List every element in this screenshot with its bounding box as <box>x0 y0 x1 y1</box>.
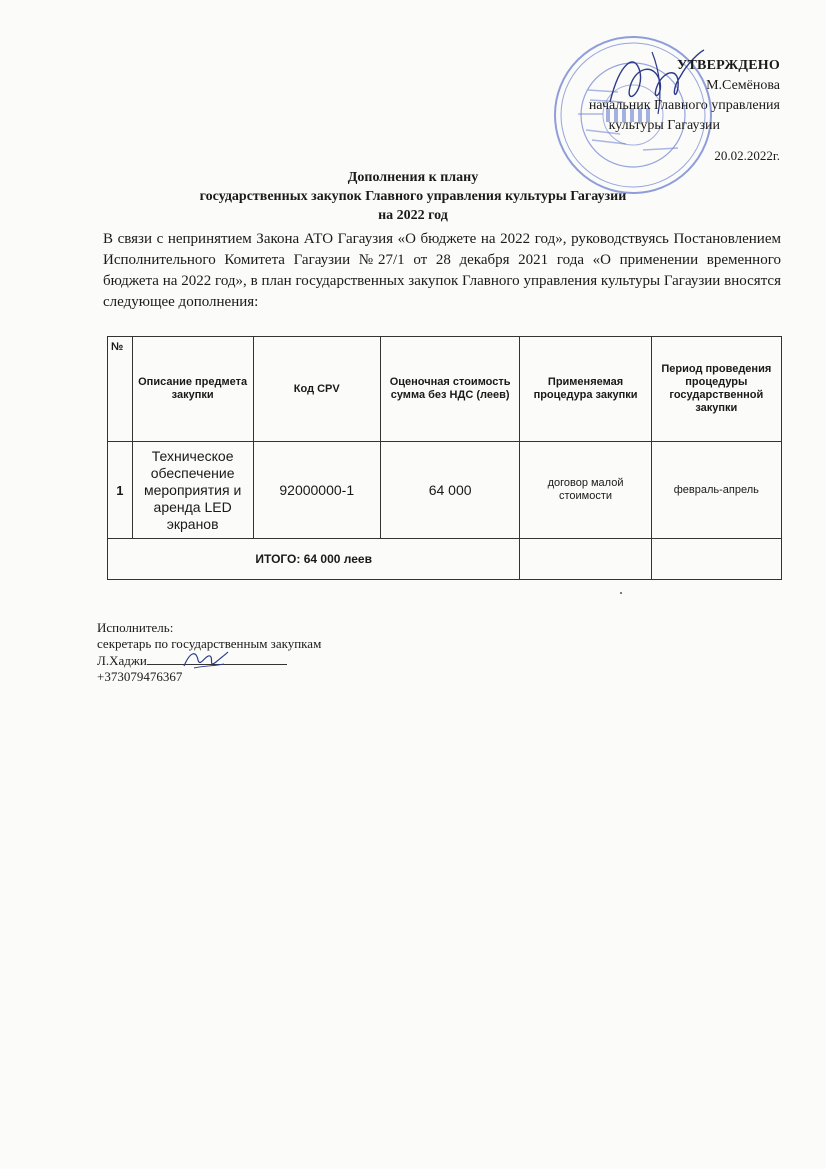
header-period: Период проведения процедуры государственной закупки <box>651 337 781 442</box>
cell-total-empty-1 <box>520 539 651 580</box>
approval-date: 20.02.2022г. <box>714 148 780 163</box>
approval-block <box>560 56 780 166</box>
approver-position-1: начальник Главного управления <box>588 98 780 113</box>
header-num: № <box>108 337 133 442</box>
approver-position-2: культуры Гагаузии <box>608 118 720 133</box>
header-cpv: Код CPV <box>253 337 380 442</box>
approver-name: М.Семёнова <box>706 78 780 93</box>
executor-role: секретарь по государственным закупкам <box>97 636 322 651</box>
cell-num: 1 <box>108 442 133 539</box>
cell-period: февраль-апрель <box>651 442 781 539</box>
title-line-2: государственных закупок Главного управления культуры Гагаузии <box>199 189 627 204</box>
approval-title: УТВЕРЖДЕНО <box>677 58 780 73</box>
cell-cpv: 92000000-1 <box>253 442 380 539</box>
header-description: Описание предмета закупки <box>132 337 253 442</box>
cell-procedure: договор малой стоимости <box>520 442 651 539</box>
executor-phone: +373079476367 <box>97 669 183 684</box>
cell-total-empty-2 <box>651 539 781 580</box>
speck <box>620 592 622 594</box>
cell-total: ИТОГО: 64 000 леев <box>108 539 520 580</box>
intro-paragraph: В связи с непринятием Закона АТО Гагаузия «О бюджете на 2022 год», руководствуясь Постановлением Исполнительного Комитета Гагаузии №27/1 от 28 декабря 2021 года «О применении временного бюджета на 2022 год», в план государственных закупок Главного управления культуры Гагаузии вносятся следующее дополнения: <box>103 231 781 310</box>
table-row <box>108 442 782 539</box>
executor-name: Л.Хаджи <box>97 653 147 668</box>
executor-label: Исполнитель: <box>97 620 174 635</box>
cell-cost: 64 000 <box>380 442 520 539</box>
header-procedure: Применяемая процедура закупки <box>520 337 651 442</box>
table-total-row <box>108 539 782 580</box>
document-title <box>0 168 826 225</box>
title-line-3: на 2022 год <box>378 208 448 223</box>
executor-signature-icon <box>180 646 230 674</box>
table-header-row <box>108 337 782 442</box>
title-line-1: Дополнения к плану <box>347 170 479 185</box>
header-cost: Оценочная стоимость сумма без НДС (леев) <box>380 337 520 442</box>
procurement-table <box>107 336 782 580</box>
cell-description: Техническое обеспечение мероприятия и аренда LED экранов <box>132 442 253 539</box>
